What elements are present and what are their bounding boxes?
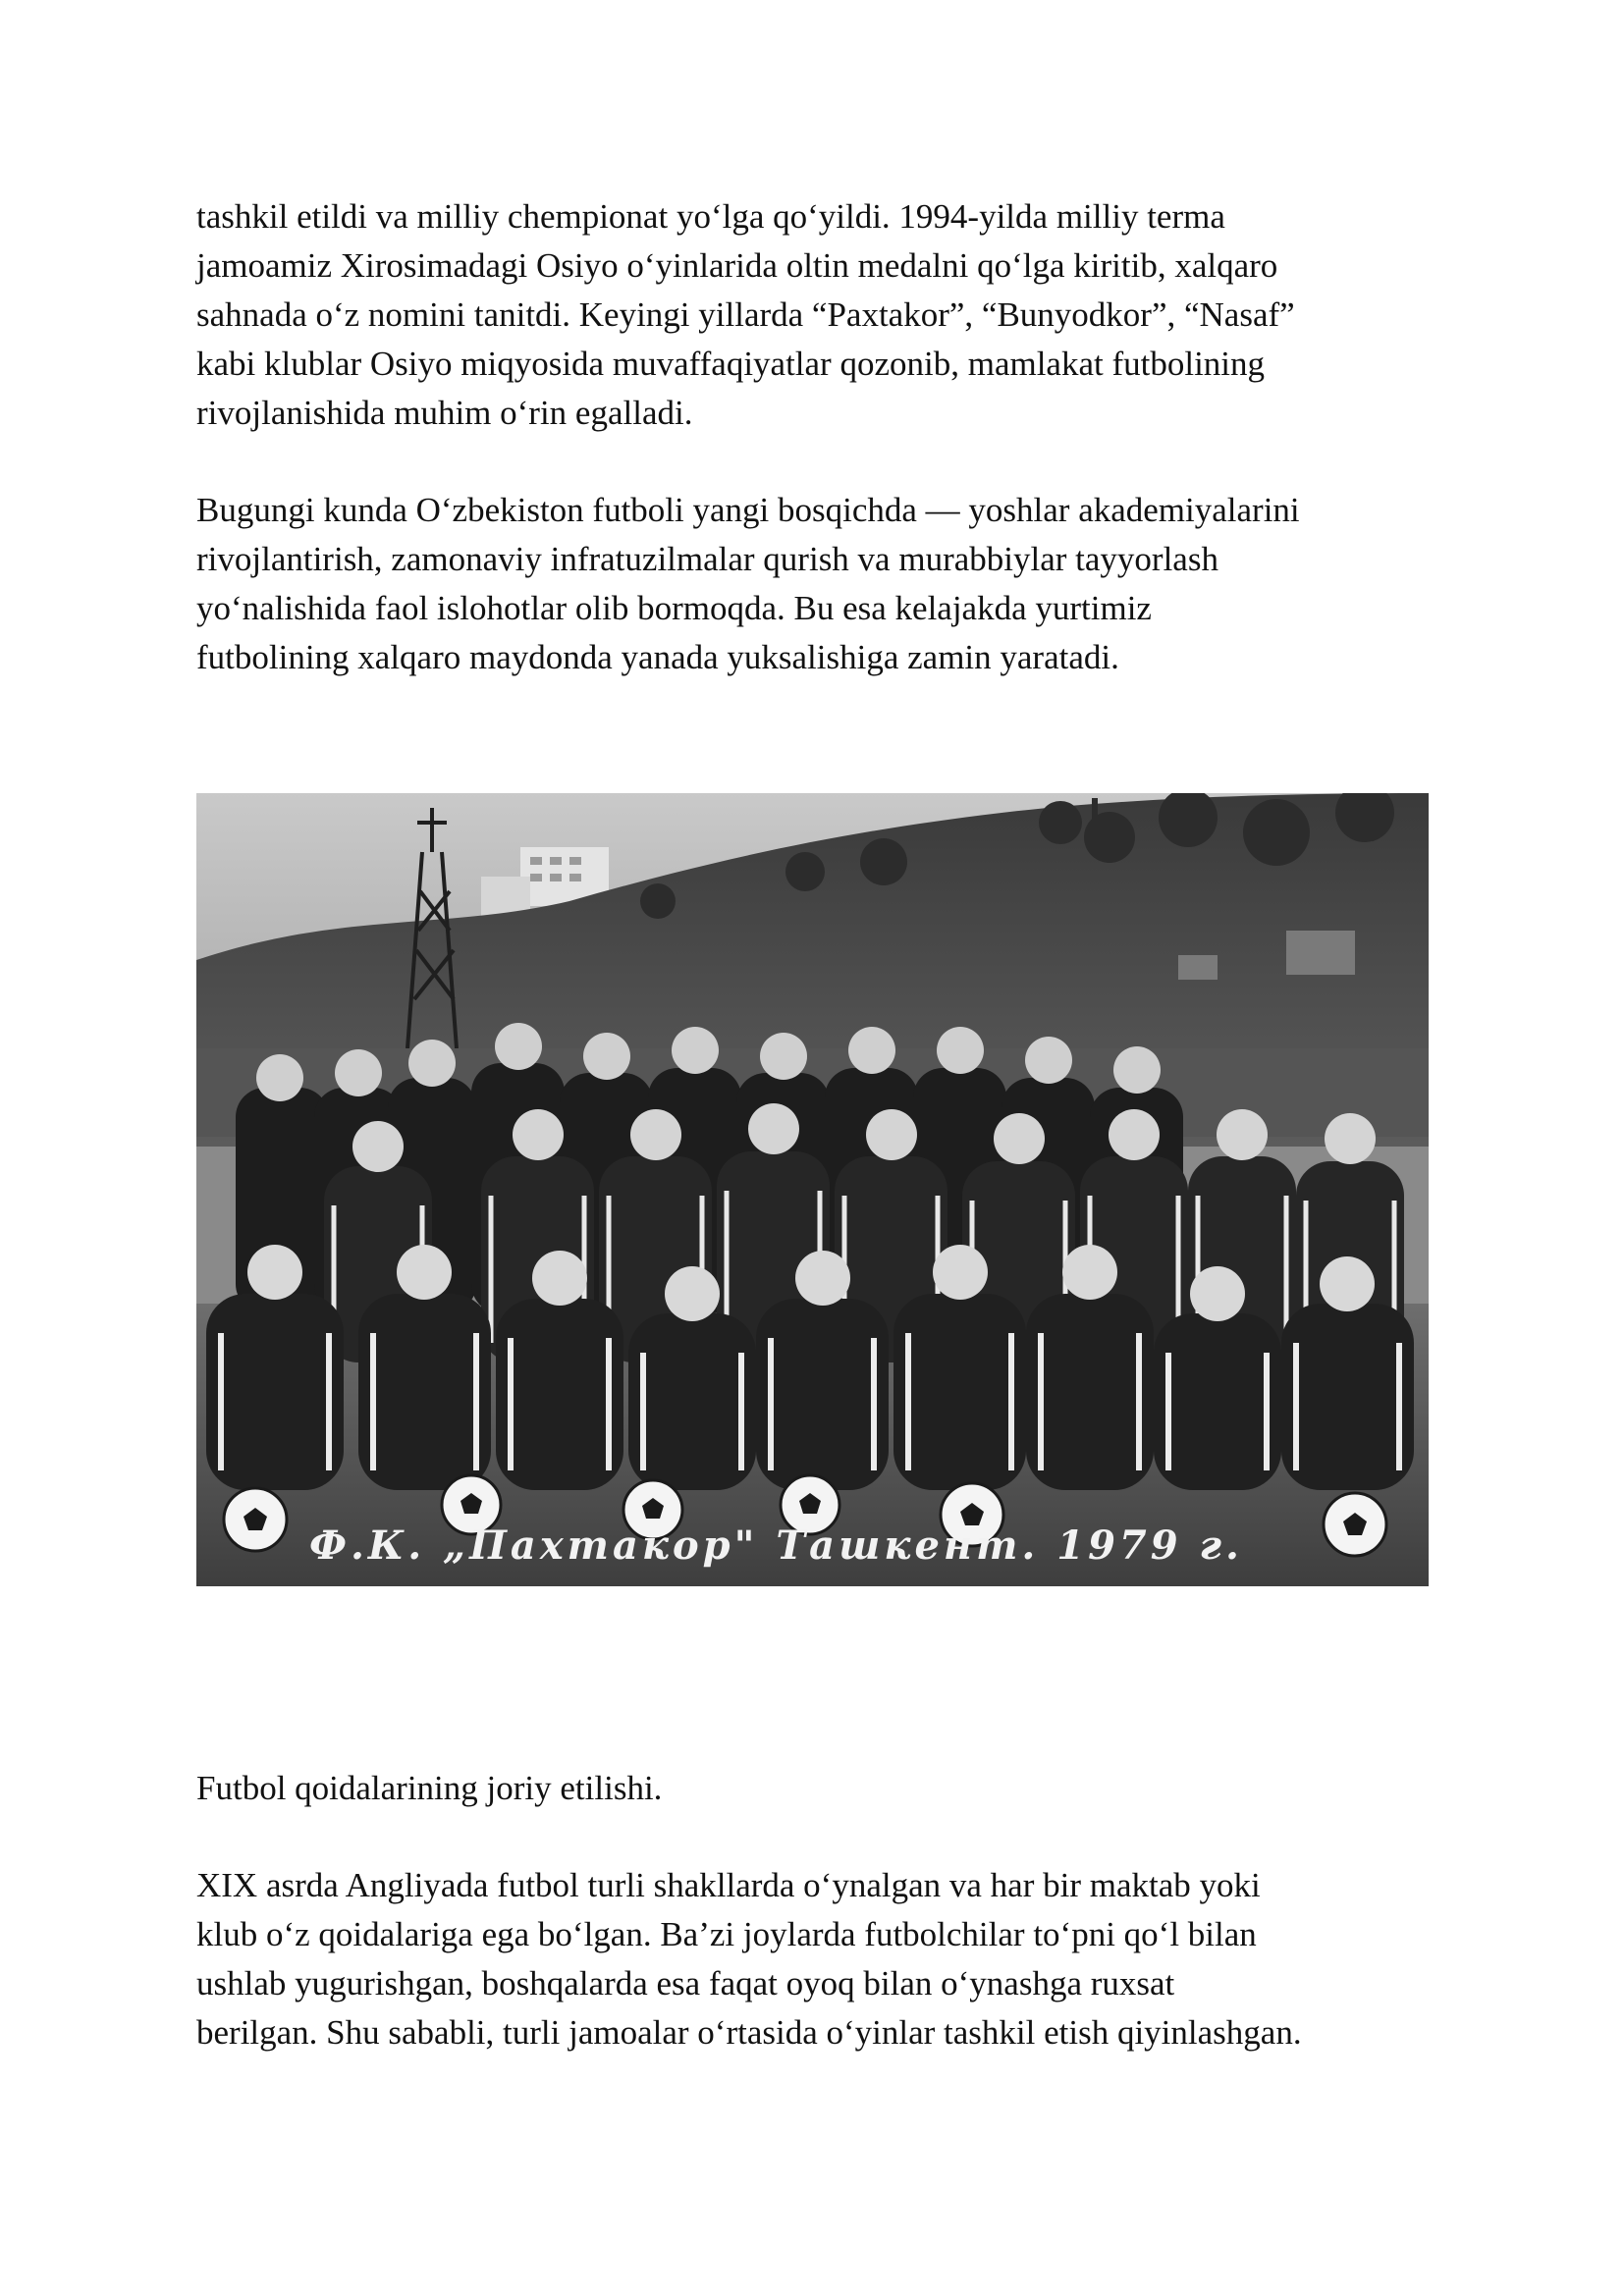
paragraph-line: sahnada o‘z nomini tanitdi. Keyingi yillarda “Paxtakor”, “Bunyodkor”, “Nasaf” [196,295,1295,334]
paragraph-history [196,192,1473,438]
paragraph-line: yo‘nalishida faol islohotlar olib bormoqda. Bu esa kelajakda yurtimiz [196,589,1152,627]
paragraph-line: ushlab yugurishgan, boshqalarda esa faqat oyoq bilan o‘ynashga ruxsat [196,1964,1175,2002]
paragraph-line: klub o‘z qoidalariga ega bo‘lgan. Ba’zi joylarda futbolchilar to‘pni qo‘l bilan [196,1915,1257,1953]
section-heading-text: Futbol qoidalarining joriy etilishi. [196,1769,663,1807]
paragraph-line: jamoamiz Xirosimadagi Osiyo o‘yinlarida oltin medalni qo‘lga kiritib, xalqaro [196,246,1278,285]
paragraph-line: futbolining xalqaro maydonda yanada yuksalishiga zamin yaratadi. [196,638,1119,676]
paragraph-line: kabi klublar Osiyo miqyosida muvaffaqiyatlar qozonib, mamlakat futbolining [196,345,1266,383]
team-photo [196,793,1429,1586]
paragraph-line: rivojlanishida muhim o‘rin egalladi. [196,394,693,432]
paragraph-rules [196,1861,1473,2057]
section-heading [196,1764,1473,1813]
paragraph-line: rivojlantirish, zamonaviy infratuzilmalar qurish va murabbiylar tayyorlash [196,540,1218,578]
paragraph-line: Bugungi kunda O‘zbekiston futboli yangi bosqichda — yoshlar akademiyalarini [196,491,1300,529]
paragraph-today [196,486,1473,682]
paragraph-line: berilgan. Shu sababli, turli jamoalar o‘rtasida o‘yinlar tashkil etish qiyinlashgan. [196,2013,1302,2052]
photo-caption: Ф.К. „Пахтакор" Ташкент. 1979 г. [309,1522,1243,1569]
paragraph-line: XIX asrda Angliyada futbol turli shakllarda o‘ynalgan va har bir maktab yoki [196,1866,1261,1904]
team-photo-illustration [196,793,1429,1586]
paragraph-line: tashkil etildi va milliy chempionat yo‘lga qo‘yildi. 1994-yilda milliy terma [196,197,1225,236]
